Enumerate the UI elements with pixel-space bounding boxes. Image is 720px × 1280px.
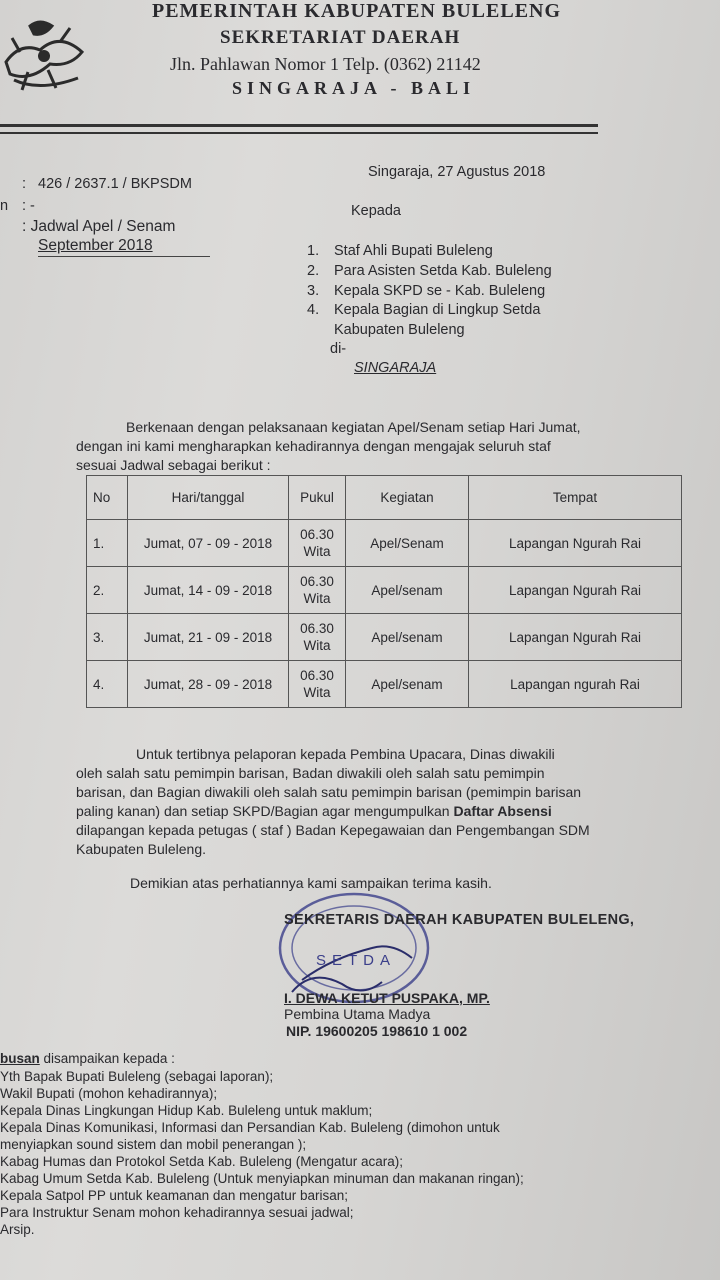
- row-time: [289, 661, 346, 708]
- row-time-hour: 06.30: [300, 574, 334, 589]
- table-body: [87, 520, 682, 708]
- row-time-hour: 06.30: [300, 621, 334, 636]
- body-line-6: Kabupaten Buleleng.: [76, 841, 206, 857]
- row-place: Lapangan ngurah Rai: [469, 661, 682, 708]
- body-line-1: Untuk tertibnya pelaporan kepada Pembina Upacara, Dinas diwakili: [136, 746, 555, 762]
- intro-line-2: dengan ini kami mengharapkan kehadirannya dengan mengajak seluruh staf: [76, 438, 551, 454]
- recipient-city: SINGARAJA: [354, 360, 437, 376]
- letterhead-government: PEMERINTAH KABUPATEN BULELENG: [152, 0, 562, 22]
- number-colon: :: [22, 176, 27, 192]
- letterhead-rule-thin: [0, 132, 598, 134]
- hal-label-fragment: n: [0, 198, 9, 214]
- row-date: Jumat, 28 - 09 - 2018: [128, 661, 289, 708]
- regency-emblem-icon: [0, 12, 92, 104]
- stamp-text: SETDA: [316, 952, 397, 969]
- body-line-4: [76, 802, 552, 822]
- row-number: 2.: [87, 567, 128, 614]
- recipient-number: 2.: [307, 263, 320, 279]
- row-number: 4.: [87, 661, 128, 708]
- header-place: Tempat: [469, 476, 682, 520]
- row-date: Jumat, 14 - 09 - 2018: [128, 567, 289, 614]
- row-activity: Apel/senam: [346, 567, 469, 614]
- body-line-5: dilapangan kepada petugas ( staf ) Badan Kepegawaian dan Pengembangan SDM: [76, 822, 590, 838]
- row-number: 1.: [87, 520, 128, 567]
- cc-item: menyiapkan sound sistem dan mobil penerangan );: [0, 1137, 307, 1152]
- subject-text: Jadwal Apel / Senam: [30, 218, 176, 235]
- row-time: [289, 520, 346, 567]
- subject-underline: [38, 256, 210, 257]
- table-row: [87, 520, 682, 567]
- header-time: Pukul: [289, 476, 346, 520]
- attendance-list-term: Daftar Absensi: [453, 803, 552, 819]
- cc-item: Kepala Dinas Lingkungan Hidup Kab. Buleleng untuk maklum;: [0, 1103, 373, 1118]
- cc-item: Kabag Umum Setda Kab. Buleleng (Untuk menyiapkan minuman dan makanan ringan);: [0, 1171, 524, 1186]
- cc-title: [0, 1051, 175, 1066]
- row-date: Jumat, 21 - 09 - 2018: [128, 614, 289, 661]
- row-time-zone: Wita: [303, 544, 331, 559]
- header-date: Hari/tanggal: [128, 476, 289, 520]
- row-time-zone: Wita: [303, 591, 331, 606]
- table-row: [87, 614, 682, 661]
- row-place: Lapangan Ngurah Rai: [469, 520, 682, 567]
- row-number: 3.: [87, 614, 128, 661]
- letterhead-rule: [0, 124, 598, 127]
- recipient-di: di-: [330, 341, 347, 357]
- cc-item: Kepala Satpol PP untuk keamanan dan mengatur barisan;: [0, 1188, 348, 1203]
- row-time-hour: 06.30: [300, 668, 334, 683]
- cc-item: Arsip.: [0, 1222, 35, 1237]
- row-time: [289, 567, 346, 614]
- cc-item: Yth Bapak Bupati Buleleng (sebagai laporan);: [0, 1069, 274, 1084]
- recipient-number: 4.: [307, 302, 320, 318]
- row-activity: Apel/senam: [346, 661, 469, 708]
- addressee-label: Kepada: [351, 203, 401, 219]
- header-no: No: [87, 476, 128, 520]
- cc-item: Kabag Humas dan Protokol Setda Kab. Buleleng (Mengatur acara);: [0, 1154, 403, 1169]
- signatory-rank: Pembina Utama Madya: [284, 1006, 431, 1022]
- recipient-number: 1.: [307, 243, 320, 259]
- row-time: [289, 614, 346, 661]
- letterhead-secretariat: SEKRETARIAT DAERAH: [220, 27, 461, 48]
- row-place: Lapangan Ngurah Rai: [469, 567, 682, 614]
- table-row: [87, 567, 682, 614]
- cc-title-bold: busan: [0, 1051, 40, 1066]
- body-line-2: oleh salah satu pemimpin barisan, Badan diwakili oleh salah satu pemimpin: [76, 765, 545, 781]
- subject-line-2: September 2018: [38, 237, 153, 254]
- recipient-item: Kabupaten Buleleng: [334, 322, 465, 338]
- recipient-item: Kepala Bagian di Lingkup Setda: [334, 302, 541, 318]
- subject-line-1: [22, 218, 175, 236]
- subject-colon: :: [22, 218, 27, 235]
- table-header-row: [87, 476, 682, 520]
- table-row: [87, 661, 682, 708]
- cc-item: Kepala Dinas Komunikasi, Informasi dan Persandian Kab. Buleleng (dimohon untuk: [0, 1120, 500, 1135]
- cc-item: Wakil Bupati (mohon kehadirannya);: [0, 1086, 218, 1101]
- schedule-table: [86, 475, 682, 708]
- signatory-name: I. DEWA KETUT PUSPAKA, MP.: [284, 990, 490, 1006]
- signatory-title: SEKRETARIS DAERAH KABUPATEN BULELENG,: [284, 912, 635, 928]
- row-time-zone: Wita: [303, 638, 331, 653]
- intro-line-1: Berkenaan dengan pelaksanaan kegiatan Apel/Senam setiap Hari Jumat,: [126, 419, 581, 435]
- row-place: Lapangan Ngurah Rai: [469, 614, 682, 661]
- body-line-3: barisan, dan Bagian diwakili oleh salah satu pemimpin barisan (pemimpin barisan: [76, 784, 582, 800]
- cc-item: Para Instruktur Senam mohon kehadirannya sesuai jadwal;: [0, 1205, 354, 1220]
- recipient-item: Para Asisten Setda Kab. Buleleng: [334, 263, 552, 279]
- letter-number: 426 / 2637.1 / BKPSDM: [38, 176, 192, 192]
- row-activity: Apel/senam: [346, 614, 469, 661]
- row-date: Jumat, 07 - 09 - 2018: [128, 520, 289, 567]
- intro-line-3: sesuai Jadwal sebagai berikut :: [76, 457, 271, 473]
- recipient-item: Kepala SKPD se - Kab. Buleleng: [334, 283, 546, 299]
- row-time-hour: 06.30: [300, 527, 334, 542]
- hal-value: : -: [22, 198, 35, 214]
- cc-title-rest: disampaikan kepada :: [39, 1051, 175, 1066]
- letterhead-city: SINGARAJA - BALI: [232, 78, 476, 98]
- body-line-4-text: paling kanan) dan setiap SKPD/Bagian agar mengumpulkan: [76, 803, 454, 819]
- signatory-nip: NIP. 19600205 198610 1 002: [286, 1023, 468, 1039]
- recipient-item: Staf Ahli Bupati Buleleng: [334, 243, 493, 259]
- closing-line: Demikian atas perhatiannya kami sampaikan terima kasih.: [130, 875, 492, 891]
- letterhead-address: Jln. Pahlawan Nomor 1 Telp. (0362) 21142: [170, 54, 481, 74]
- header-activity: Kegiatan: [346, 476, 469, 520]
- row-time-zone: Wita: [303, 685, 331, 700]
- row-activity: Apel/Senam: [346, 520, 469, 567]
- letter-date: Singaraja, 27 Agustus 2018: [368, 164, 546, 180]
- recipient-number: 3.: [307, 283, 320, 299]
